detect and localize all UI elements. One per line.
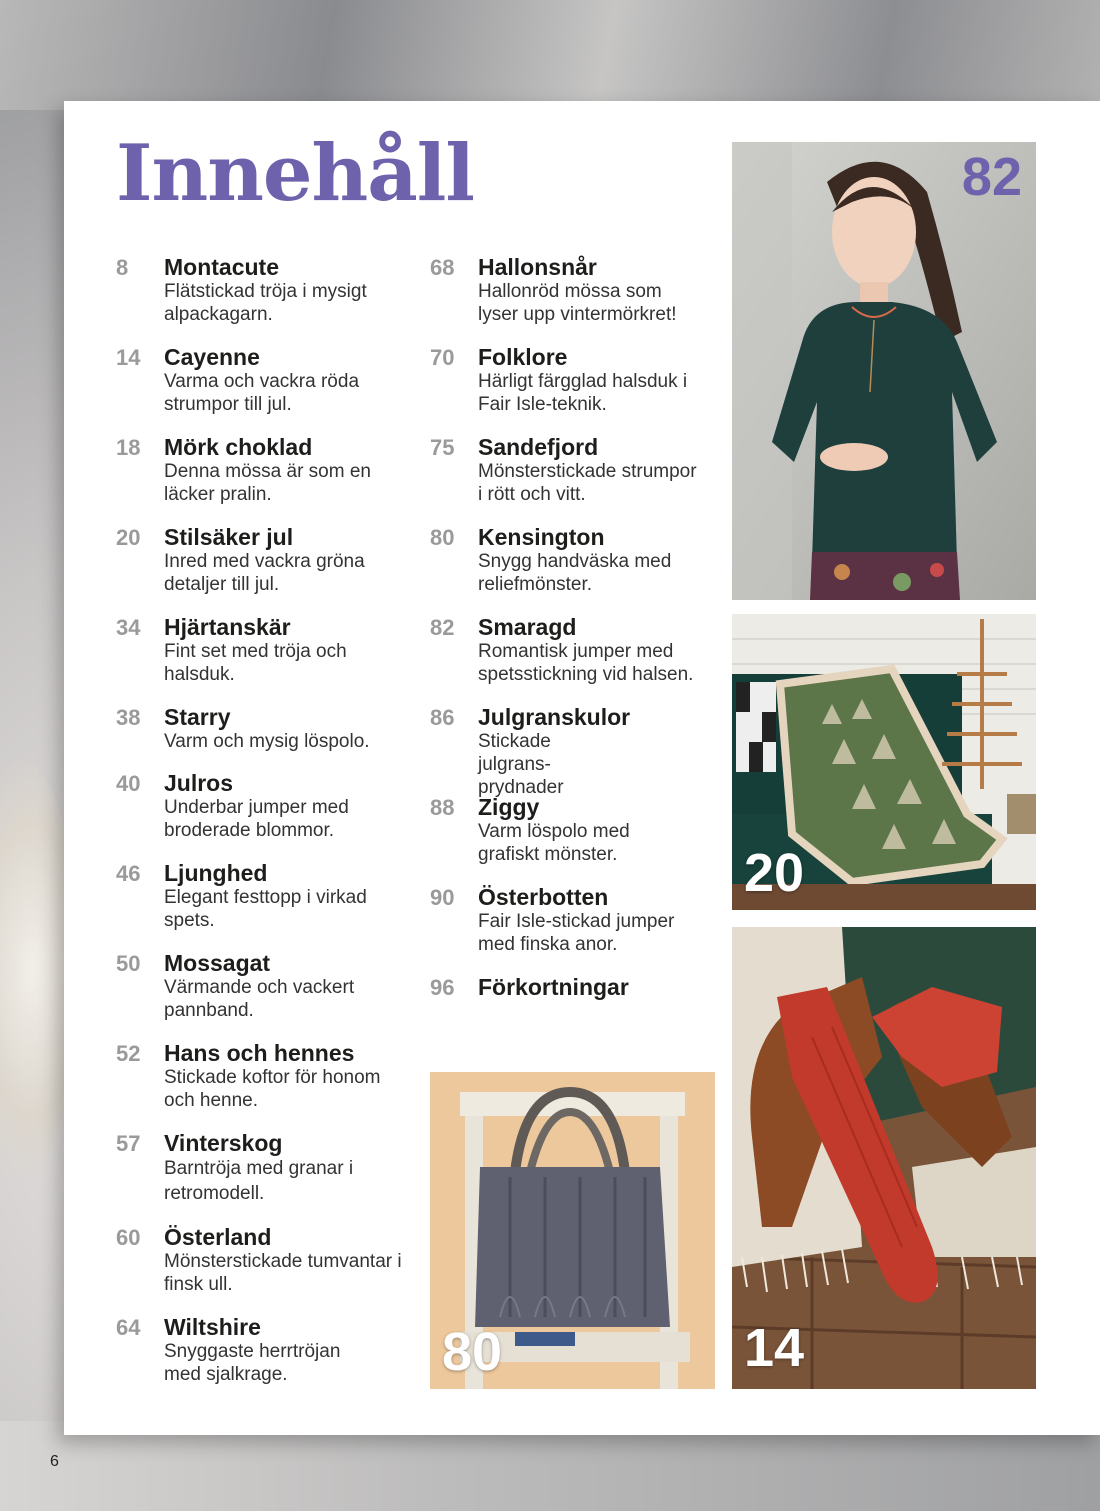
- toc-title: Julros: [164, 770, 234, 796]
- toc-title: Österbotten: [478, 884, 609, 910]
- toc-description: Stickade koftor för honom och henne.: [164, 1067, 381, 1111]
- toc-page-number: 52: [116, 1041, 141, 1066]
- background-top: [0, 0, 1100, 110]
- toc-description: Varm och mysig löspolo.: [164, 731, 370, 752]
- toc-title: Ljunghed: [164, 860, 268, 886]
- toc-page-number: 20: [116, 525, 141, 550]
- toc-title: Förkortningar: [478, 974, 629, 1000]
- page-number: 6: [50, 1453, 59, 1470]
- toc-description: Snyggaste herrtröjan med sjalkrage.: [164, 1341, 341, 1385]
- socks-shoes-photo: [732, 927, 1036, 1389]
- toc-description: Elegant festtopp i virkad spets.: [164, 887, 367, 931]
- toc-page-number: 80: [430, 525, 455, 550]
- toc-description: Underbar jumper med broderade blommor.: [164, 797, 349, 841]
- toc-page-number: 60: [116, 1225, 141, 1250]
- toc-title: Hjärtanskär: [164, 614, 291, 640]
- woman-sweater-photo: [732, 142, 1036, 600]
- toc-title: Vinterskog: [164, 1130, 283, 1156]
- toc-page-number: 82: [430, 615, 455, 640]
- toc-description: Snygg handväska med reliefmönster.: [478, 551, 672, 595]
- toc-title: Hallonsnår: [478, 254, 597, 280]
- toc-page-number: 96: [430, 975, 455, 1000]
- toc-title: Montacute: [164, 254, 279, 280]
- toc-description: Mönsterstickade strumpor i rött och vitt.: [478, 461, 697, 505]
- handbag-photo: [430, 1072, 715, 1389]
- toc-description: Denna mössa är som en läcker pralin.: [164, 461, 371, 505]
- toc-title: Starry: [164, 704, 231, 730]
- toc-page-number: 88: [430, 795, 455, 820]
- toc-title: Kensington: [478, 524, 605, 550]
- toc-description: Värmande och vackert pannband.: [164, 977, 355, 1021]
- toc-title: Österland: [164, 1224, 272, 1250]
- toc-description: Stickade julgrans-prydnader: [478, 731, 564, 798]
- toc-description: Mönsterstickade tumvantar i finsk ull.: [164, 1251, 402, 1295]
- toc-page-number: 90: [430, 885, 455, 910]
- toc-page-number: 70: [430, 345, 455, 370]
- toc-page-number: 8: [116, 255, 129, 280]
- toc-description: Romantisk jumper med spetsstickning vid halsen.: [478, 641, 694, 685]
- toc-description: Flätstickad tröja i mysigt alpackagarn.: [164, 281, 367, 325]
- toc-description: Härligt färgglad halsduk i Fair Isle-teknik.: [478, 371, 688, 415]
- toc-description: Inred med vackra gröna detaljer till jul.: [164, 551, 365, 595]
- toc-page-number: 86: [430, 705, 455, 730]
- toc-title: Mörk choklad: [164, 434, 313, 460]
- toc-page-number: 50: [116, 951, 141, 976]
- toc-page-number: 57: [116, 1131, 141, 1156]
- photo-page-label: 80: [442, 1322, 503, 1382]
- photo-page-label: 82: [961, 147, 1022, 207]
- page-title: Innehåll: [116, 128, 475, 219]
- toc-page-number: 75: [430, 435, 455, 460]
- toc-description: Barntröja med granar i retromodell.: [164, 1158, 354, 1204]
- photo-page-label: 20: [744, 843, 805, 903]
- toc-page-number: 68: [430, 255, 455, 280]
- toc-description: Fint set med tröja och halsduk.: [164, 641, 347, 685]
- toc-title: Smaragd: [478, 614, 577, 640]
- toc-page-number: 38: [116, 705, 141, 730]
- toc-page-number: 34: [116, 615, 141, 640]
- toc-page-number: 18: [116, 435, 141, 460]
- photo-page-label: 14: [744, 1318, 805, 1378]
- toc-title: Folklore: [478, 344, 568, 370]
- toc-description: Hallonröd mössa som lyser upp vintermörkret!: [478, 281, 677, 325]
- toc-description: Fair Isle-stickad jumper med finska anor.: [478, 911, 675, 955]
- toc-title: Sandefjord: [478, 434, 599, 460]
- toc-title: Ziggy: [478, 794, 540, 820]
- toc-description: Varm löspolo med grafiskt mönster.: [478, 821, 630, 865]
- toc-description: Varma och vackra röda strumpor till jul.: [164, 371, 360, 415]
- toc-page-number: 64: [116, 1315, 141, 1340]
- toc-page-number: 46: [116, 861, 141, 886]
- blanket-sofa-photo: [732, 614, 1036, 910]
- toc-title: Hans och hennes: [164, 1040, 355, 1066]
- toc-title: Julgranskulor: [478, 704, 631, 730]
- toc-title: Stilsäker jul: [164, 524, 294, 550]
- woman-sweater-icon: [732, 142, 1036, 600]
- toc-title: Mossagat: [164, 950, 271, 976]
- toc-page-number: 40: [116, 771, 141, 796]
- toc-title: Cayenne: [164, 344, 260, 370]
- toc-page-number: 14: [116, 345, 141, 370]
- toc-title: Wiltshire: [164, 1314, 261, 1340]
